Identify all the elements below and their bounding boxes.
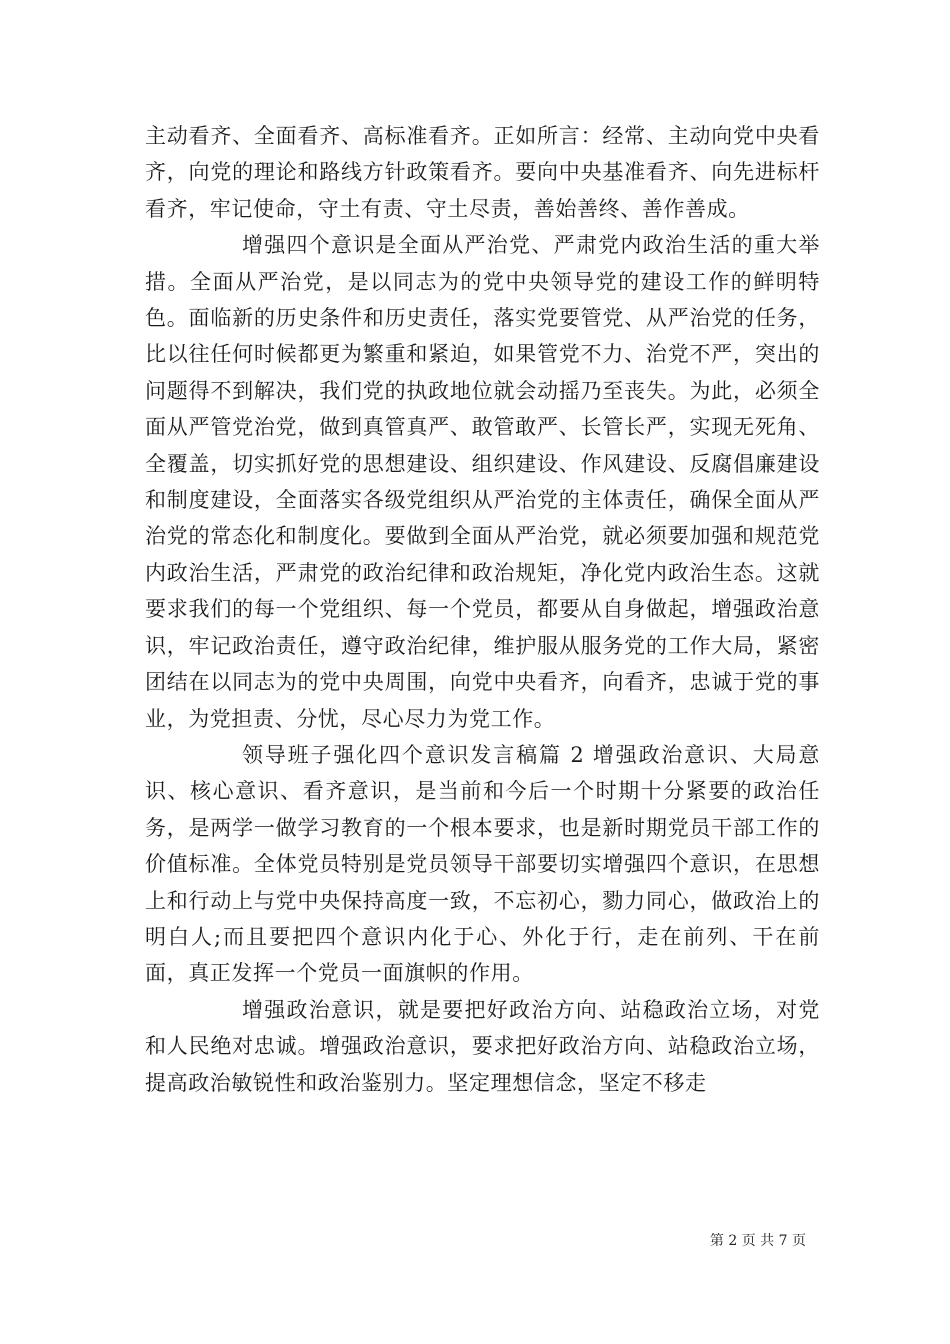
paragraph-four-consciousness: 增强四个意识是全面从严治党、严肃党内政治生活的重大举措。全面从严治党，是以同志为的党中央领导党的建设工作的鲜明特色。面临新的历史条件和历史责任，落实党要管党、从严治党的任务，比以往任何时候都更为繁重和紧迫，如果管党不力、治党不严，突出的问题得不到解决，我们党的执政地位就会动摇乃至丧失。为此，必须全面从严管党治党，做到真管真严、敢管敢严、长管长严，实现无死角、全覆盖，切实抓好党的思想建设、组织建设、作风建设、反腐倡廉建设和制度建设，全面落实各级党组织从严治党的主体责任，确保全面从严治党的常态化和制度化。要做到全面从严治党，就必须要加强和规范党内政治生活，严肃党的政治纪律和政治规矩，净化党内政治生态。这就要求我们的每一个党组织、每一个党员，都要从自身做起，增强政治意识，牢记政治责任，遵守政治纪律，维护服从服务党的工作大局，紧密团结在以同志为的党中央周围，向党中央看齐，向看齐，忠诚于党的事业，为党担责、分忧，尽心尽力为党工作。 bbox=[145, 233, 820, 731]
document-body bbox=[145, 118, 820, 1101]
paragraph-speech-part-2: 领导班子强化四个意识发言稿篇 2 增强政治意识、大局意识、核心意识、看齐意识，是当前和今后一个时期十分紧要的政治任务，是两学一做学习教育的一个根本要求，也是新时期党员干部工作的价值标准。全体党员特别是党员领导干部要切实增强四个意识，在思想上和行动上与党中央保持高度一致，不忘初心，勠力同心，做政治上的明白人;而且要把四个意识内化于心、外化于行，走在前列、干在前面，真正发挥一个党员一面旗帜的作用。 bbox=[145, 742, 820, 986]
paragraph-continuation: 主动看齐、全面看齐、高标准看齐。正如所言：经常、主动向党中央看齐，向党的理论和路线方针政策看齐。要向中央基准看齐、向先进标杆看齐，牢记使命，守土有责、守土尽责，善始善终、善作善成。 bbox=[145, 124, 820, 221]
page-number-footer: 第 2 页 共 7 页 bbox=[709, 1233, 806, 1249]
paragraph-political-consciousness: 增强政治意识，就是要把好政治方向、站稳政治立场，对党和人民绝对忠诚。增强政治意识，要求把好政治方向、站稳政治立场，提高政治敏锐性和政治鉴别力。坚定理想信念，坚定不移走 bbox=[145, 997, 820, 1095]
